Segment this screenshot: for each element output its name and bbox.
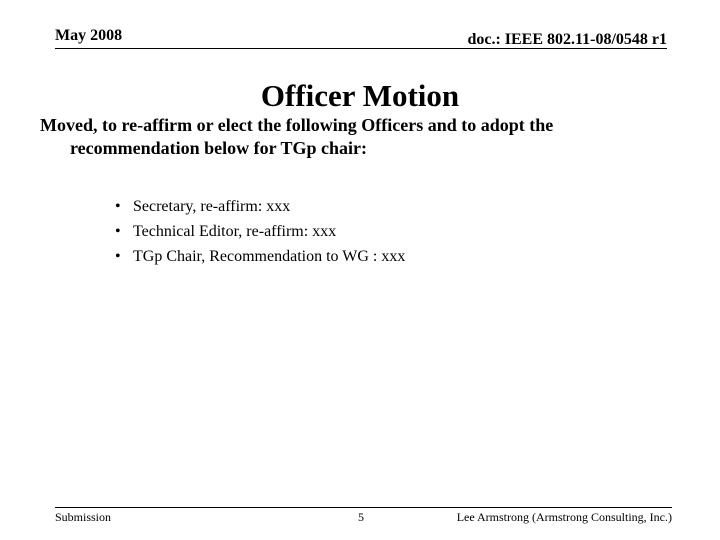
motion-text: Moved, to re-affirm or elect the following Officers and to adopt the recommendation below for TGp chair: [40, 115, 554, 158]
list-item [115, 219, 405, 244]
slide-title: Officer Motion [260, 78, 460, 113]
bullet-icon: • [115, 198, 121, 215]
list-item-text: TGp Chair, Recommendation to WG : xxx [133, 248, 406, 265]
footer-author: Lee Armstrong (Armstrong Consulting, Inc.) [456, 510, 672, 524]
officer-list [115, 194, 405, 269]
footer-submission: Submission [55, 510, 112, 524]
list-item [115, 244, 405, 269]
bullet-icon: • [115, 248, 121, 265]
bullet-icon: • [115, 223, 121, 240]
header-doc-id: doc.: IEEE 802.11-08/0548 r1 [467, 31, 667, 48]
footer-divider [55, 507, 672, 508]
list-item-text: Secretary, re-affirm: xxx [133, 198, 291, 215]
header-date: May 2008 [55, 27, 123, 44]
footer-page-number: 5 [358, 510, 364, 524]
list-item [115, 194, 405, 219]
header-divider [55, 48, 667, 49]
list-item-text: Technical Editor, re-affirm: xxx [133, 223, 337, 240]
